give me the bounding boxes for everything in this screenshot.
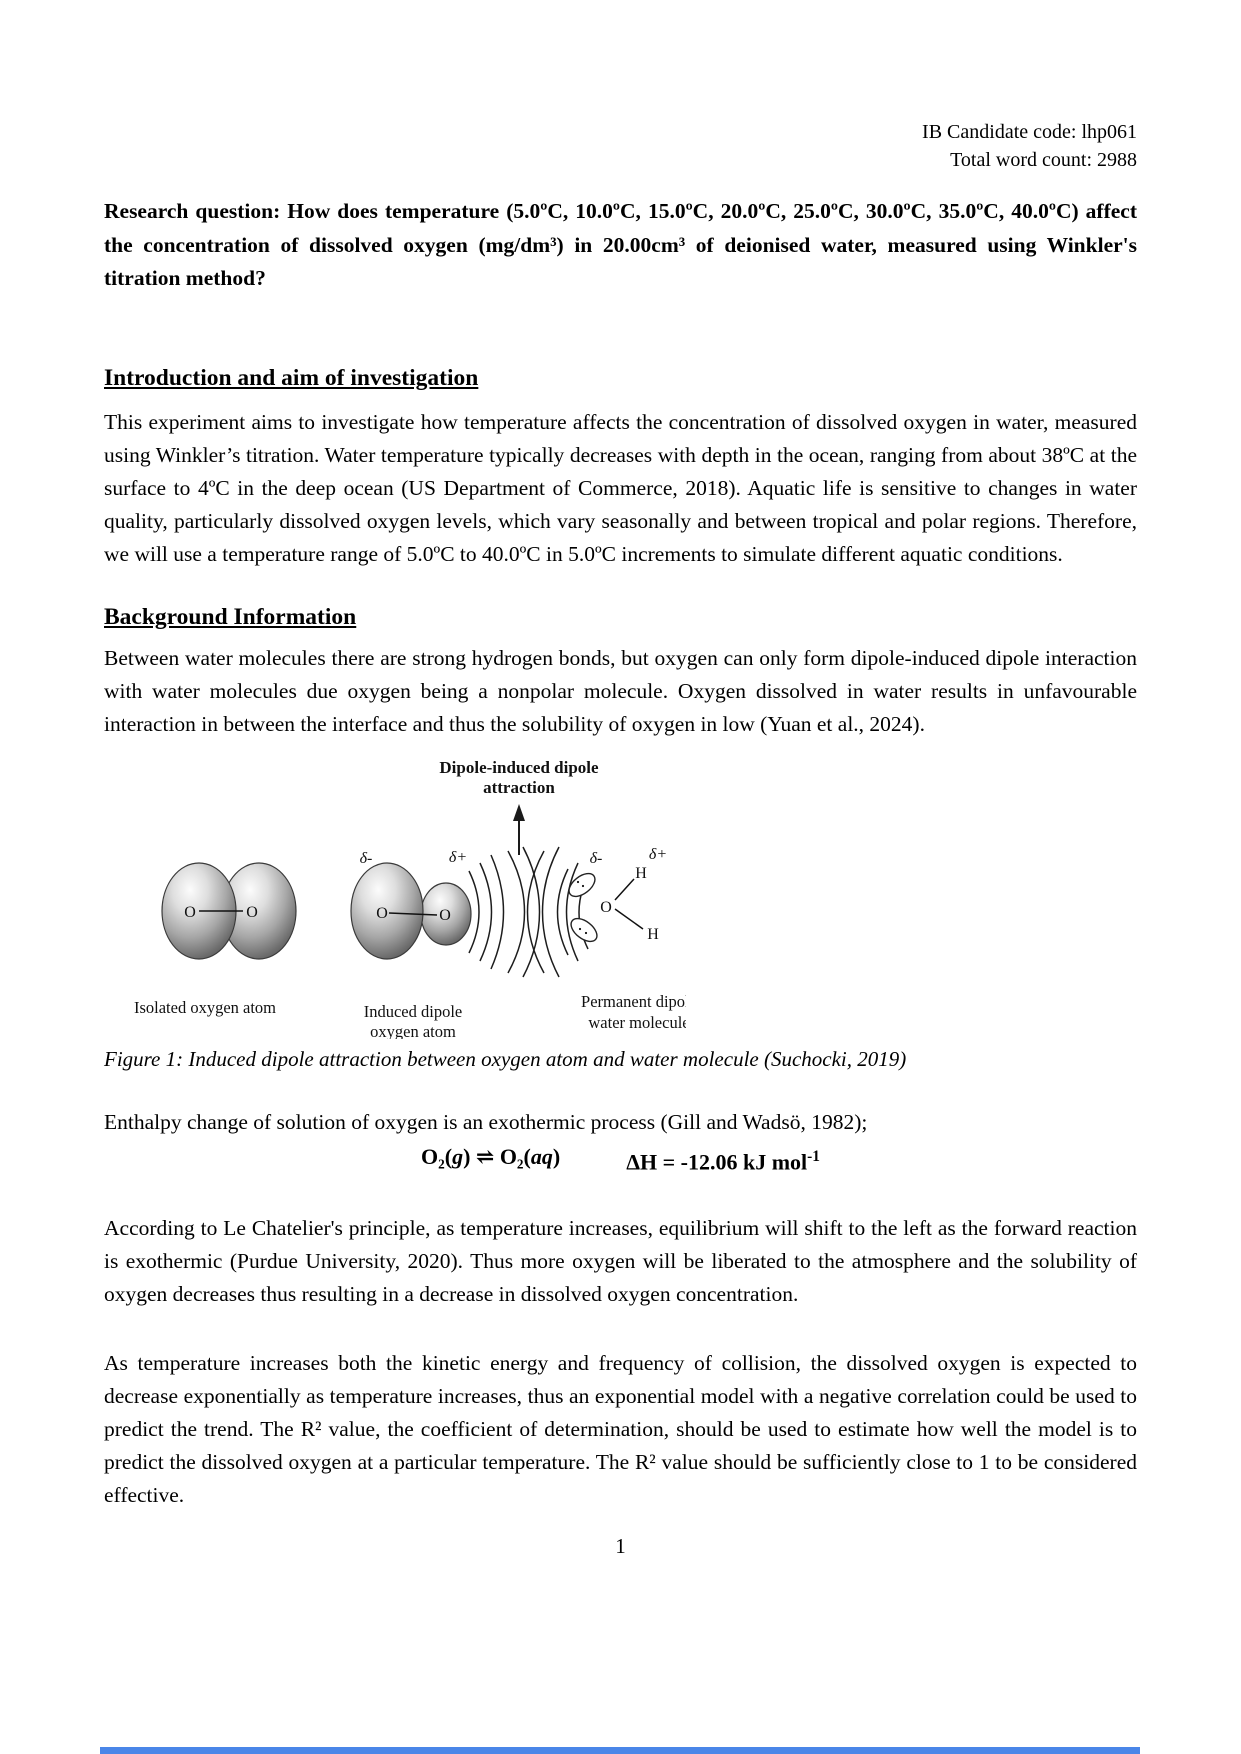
oxygen-atom-label: O [246, 903, 258, 921]
interaction-arcs [469, 847, 588, 977]
research-question: Research question: How does temperature (5.0ºC, 10.0ºC, 15.0ºC, 20.0ºC, 25.0ºC, 30.0ºC, 35.0ºC, 40.0ºC) affect the concentration of dissolved oxygen (mg/dm³) in 20.00cm³ of deionised water, measured using Winkler's titration method? [104, 199, 1137, 290]
equation-enthalpy: ΔH = -12.06 kJ mol$^{-1}$ [626, 1147, 820, 1174]
paragraph-le-chatelier: According to Le Chatelier's principle, as temperature increases, equilibrium will shift to the left as the forward reaction is exothermic (Purdue University, 2020). Thus more oxygen will be liberated to the atmosphere and the solubility of oxygen decreases thus resulting in a decrease in dissolved oxygen concentration. [104, 1215, 1137, 1306]
permanent-dipole-label-line1: Permanent dipole [581, 991, 686, 1011]
delta-minus-label: δ- [359, 849, 373, 867]
isolated-oxygen-molecule [162, 863, 296, 959]
candidate-code-line: IB Candidate code: lhp061 [922, 121, 1137, 143]
attraction-label-line2: attraction [483, 777, 555, 797]
equation-lhs: O₂(g) ⇌ O₂(aq) [421, 1143, 561, 1169]
delta-plus-label: δ+ [448, 848, 468, 866]
induced-dipole-label-line2: oxygen atom [370, 1021, 456, 1039]
next-page-edge [100, 1747, 1140, 1754]
figure-caption: Figure 1: Induced dipole attraction between oxygen atom and water molecule (Suchocki, 2019) [104, 1046, 907, 1071]
oxygen-atom-label: O [439, 906, 451, 924]
enthalpy-statement: Enthalpy change of solution of oxygen is an exothermic process (Gill and Wadsö, 1982); [104, 1109, 868, 1134]
heading-background: Background Information [104, 603, 357, 630]
paragraph-introduction: This experiment aims to investigate how temperature affects the concentration of dissolved oxygen in water, measured using Winkler’s titration. Water temperature typically decreases with depth in the ocean, ranging from about 38ºC at the surface to 4ºC in the deep ocean (US Department of Commerce, 2018). Aquatic life is sensitive to changes in water quality, particularly dissolved oxygen levels, which vary seasonally and between tropical and polar regions. Therefore, we will use a temperature range of 5.0ºC to 40.0ºC in 5.0ºC increments to simulate different aquatic conditions. [104, 409, 1137, 566]
dipole-attraction-diagram [126, 751, 686, 1039]
hydrogen-atom-label: H [635, 864, 647, 882]
paragraph-model: As temperature increases both the kinetic energy and frequency of collision, the dissolved oxygen is expected to decrease exponentially as temperature increases, thus an exponential model with a negative correlation could be used to predict the trend. The R² value, the coefficient of determination, should be used to estimate how well the model is to predict the dissolved oxygen at a particular temperature. The R² value should be sufficiently close to 1 to be considered effective. [104, 1350, 1137, 1507]
figure-dipole-attraction [126, 751, 686, 1044]
delta-plus-label: δ+ [648, 845, 668, 863]
delta-minus-label: δ- [589, 849, 603, 867]
page-bottom-bar [100, 1747, 1140, 1754]
attraction-label-line1: Dipole-induced dipole [439, 757, 599, 777]
isolated-oxygen-label: Isolated oxygen atom [133, 997, 277, 1017]
attraction-label [439, 758, 599, 797]
oxygen-atom-label: O [376, 904, 388, 922]
page-number: 1 [615, 1533, 626, 1558]
water-molecule [565, 846, 667, 946]
heading-introduction: Introduction and aim of investigation [104, 364, 479, 391]
permanent-dipole-label-line2: water molecule [588, 1012, 686, 1032]
doc-header [104, 118, 1137, 174]
oxygen-atom-label: O [600, 898, 612, 916]
paragraph-background: Between water molecules there are strong hydrogen bonds, but oxygen can only form dipole-induced dipole interaction with water molecules due oxygen being a nonpolar molecule. Oxygen dissolved in water results in unfavourable interaction in between the interface and thus the solubility of oxygen in low (Yuan et al., 2024). [104, 645, 1137, 736]
oxygen-atom-label: O [184, 903, 196, 921]
induced-dipole-molecule [351, 849, 471, 959]
word-count-line: Total word count: 2988 [950, 149, 1137, 171]
equilibrium-equation [104, 1143, 1137, 1175]
induced-dipole-label-line1: Induced dipole [363, 1001, 463, 1021]
hydrogen-atom-label: H [647, 925, 659, 943]
